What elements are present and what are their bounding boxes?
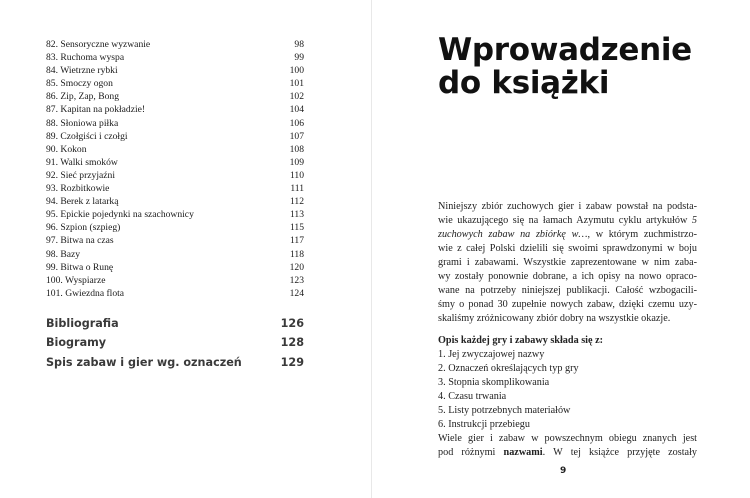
toc-entry-label: 87. Kapitan na pokładzie! <box>46 104 146 116</box>
toc-section-page: 129 <box>280 356 304 369</box>
toc-entry-page: 100 <box>289 65 304 77</box>
description-list <box>438 348 697 432</box>
toc-entry-page: 112 <box>289 196 304 208</box>
toc-entry-label: 85. Smoczy ogon <box>46 78 113 90</box>
toc-entry-label: 89. Czołgiści i czołgi <box>46 130 128 142</box>
page-number: 9 <box>560 466 567 476</box>
toc-entry-label: 98. Bazy <box>46 248 81 260</box>
toc-entry-label: 86. Zip, Zap, Bong <box>46 91 120 103</box>
toc-entry[interactable] <box>46 182 304 195</box>
toc-entry-label: 91. Walki smoków <box>46 156 118 168</box>
intro-line: śmy o ponad 30 zupełnie nowych zabaw, dzięki czemu uzy- <box>438 299 697 310</box>
list-item: 4. Czasu trwania <box>438 391 507 402</box>
toc-entry[interactable] <box>46 130 304 143</box>
list-item: 2. Oznaczeń określających typ gry <box>438 363 579 374</box>
toc-entry-label: 97. Bitwa na czas <box>46 235 114 247</box>
intro-line <box>438 214 697 228</box>
intro-line: skaliśmy zróżnicowany zbiór dobry na wszystkie okazje. <box>438 313 671 324</box>
list-heading: Opis każdej gry i zabawy składa się z: <box>438 335 603 346</box>
toc-entry-label: 92. Sieć przyjaźni <box>46 169 115 181</box>
toc-entry-label: 83. Ruchoma wyspa <box>46 52 125 64</box>
para2-text: . W tej książce przyjęte zostały <box>542 447 697 458</box>
toc-entry-page: 123 <box>289 274 304 286</box>
para2-line: Wiele gier i zabaw w powszechnym obiegu znanych jest <box>438 433 697 444</box>
toc-entry[interactable] <box>46 117 304 130</box>
toc-section-label: Biogramy <box>46 336 107 349</box>
toc-section-page: 126 <box>280 317 304 330</box>
intro-line-text: wie ukazującego się na łamach Azymutu cyklu artykułów 5 <box>438 215 697 226</box>
toc-entry-page: 124 <box>289 287 304 299</box>
intro-line: grami i zabawami. Wszystkie zaprezentowane w nim zaba- <box>438 257 697 268</box>
toc-entry[interactable] <box>46 221 304 234</box>
toc-entry[interactable] <box>46 156 304 169</box>
toc-entry-label: 82. Sensoryczne wyzwanie <box>46 39 151 50</box>
toc-entry[interactable] <box>46 38 304 51</box>
list-item: 3. Stopnia skomplikowania <box>438 377 550 388</box>
toc-entry[interactable] <box>46 208 304 221</box>
toc-section-biogramy[interactable] <box>46 336 304 349</box>
list-item: 5. Listy potrzebnych materiałów <box>438 405 571 416</box>
toc-entry[interactable] <box>46 77 304 90</box>
toc-entry[interactable] <box>46 234 304 247</box>
toc-entry[interactable] <box>46 103 304 116</box>
toc-entry-page: 101 <box>289 78 304 90</box>
toc-entry-page: 102 <box>289 91 304 103</box>
toc-entry-label: 90. Kokon <box>46 143 87 155</box>
toc-entry-page: 118 <box>289 248 304 260</box>
table-of-contents <box>46 38 304 300</box>
toc-entry[interactable] <box>46 64 304 77</box>
toc-section-bibliografia[interactable] <box>46 317 304 330</box>
toc-entry-label: 93. Rozbitkowie <box>46 183 110 195</box>
para2-bold-word: nazwami <box>503 447 543 458</box>
intro-paragraph <box>438 200 697 326</box>
intro-line: Niniejszy zbiór zuchowych gier i zabaw powstał na podsta- <box>438 201 697 212</box>
toc-entry-label: 88. Słoniowa piłka <box>46 117 119 129</box>
chapter-title-line1: Wprowadzenie <box>438 32 692 68</box>
toc-entry-page: 110 <box>289 169 304 181</box>
toc-entry-page: 120 <box>289 261 304 273</box>
toc-entry-label: 95. Epickie pojedynki na szachownicy <box>46 209 194 221</box>
chapter-title-line2: do książki <box>438 65 610 101</box>
intro-line: wy zostały ponownie dobrane, a ich opisy na nowo opraco- <box>438 271 697 282</box>
toc-entry-label: 94. Berek z latarką <box>46 196 119 208</box>
toc-entry[interactable] <box>46 287 304 300</box>
toc-entry-label: 101. Gwiezdna flota <box>46 287 125 299</box>
intro-line <box>438 228 697 242</box>
toc-entry-label: 99. Bitwa o Runę <box>46 261 114 273</box>
second-paragraph <box>438 432 697 460</box>
toc-entry-page: 106 <box>289 117 304 129</box>
toc-entry-page: 115 <box>289 222 304 234</box>
toc-entry-page: 108 <box>289 143 304 155</box>
toc-entry[interactable] <box>46 261 304 274</box>
toc-entry-label: 96. Szpion (szpieg) <box>46 222 121 234</box>
toc-section-label: Bibliografia <box>46 317 119 330</box>
toc-entry[interactable] <box>46 90 304 103</box>
intro-line: wie z całej Polski dzielili się swoimi sprawdzonymi w boju <box>438 243 697 254</box>
toc-entry[interactable] <box>46 195 304 208</box>
toc-entry-page: 104 <box>289 104 304 116</box>
toc-entry[interactable] <box>46 248 304 261</box>
chapter-title <box>438 34 692 100</box>
para2-line <box>438 446 697 460</box>
toc-entry[interactable] <box>46 143 304 156</box>
toc-entry[interactable] <box>46 51 304 64</box>
toc-entry-page: 99 <box>294 52 304 64</box>
para2-text: pod różnymi <box>438 447 504 458</box>
toc-section-spis-zabaw[interactable] <box>46 356 304 369</box>
toc-entry-page: 109 <box>289 156 304 168</box>
toc-entry-page: 98 <box>294 39 304 50</box>
list-item: 1. Jej zwyczajowej nazwy <box>438 349 545 360</box>
list-item: 6. Instrukcji przebiegu <box>438 419 530 430</box>
intro-line: wane na potrzeby niniejszej publikacji. Całość wzbogacili- <box>438 285 697 296</box>
toc-entry[interactable] <box>46 169 304 182</box>
toc-entry-page: 107 <box>289 130 304 142</box>
intro-line-text: zuchowych zabaw na zbiórkę w…, w którym zuchmistrzo- <box>438 229 697 240</box>
toc-entry-page: 111 <box>290 183 304 195</box>
toc-entry-page: 117 <box>289 235 304 247</box>
toc-entry[interactable] <box>46 274 304 287</box>
toc-entry-label: 84. Wietrzne rybki <box>46 65 118 77</box>
toc-entry-label: 100. Wyspiarze <box>46 274 106 286</box>
toc-section-label: Spis zabaw i gier wg. oznaczeń <box>46 356 242 369</box>
toc-entry-page: 113 <box>289 209 304 221</box>
toc-section-page: 128 <box>280 336 304 349</box>
